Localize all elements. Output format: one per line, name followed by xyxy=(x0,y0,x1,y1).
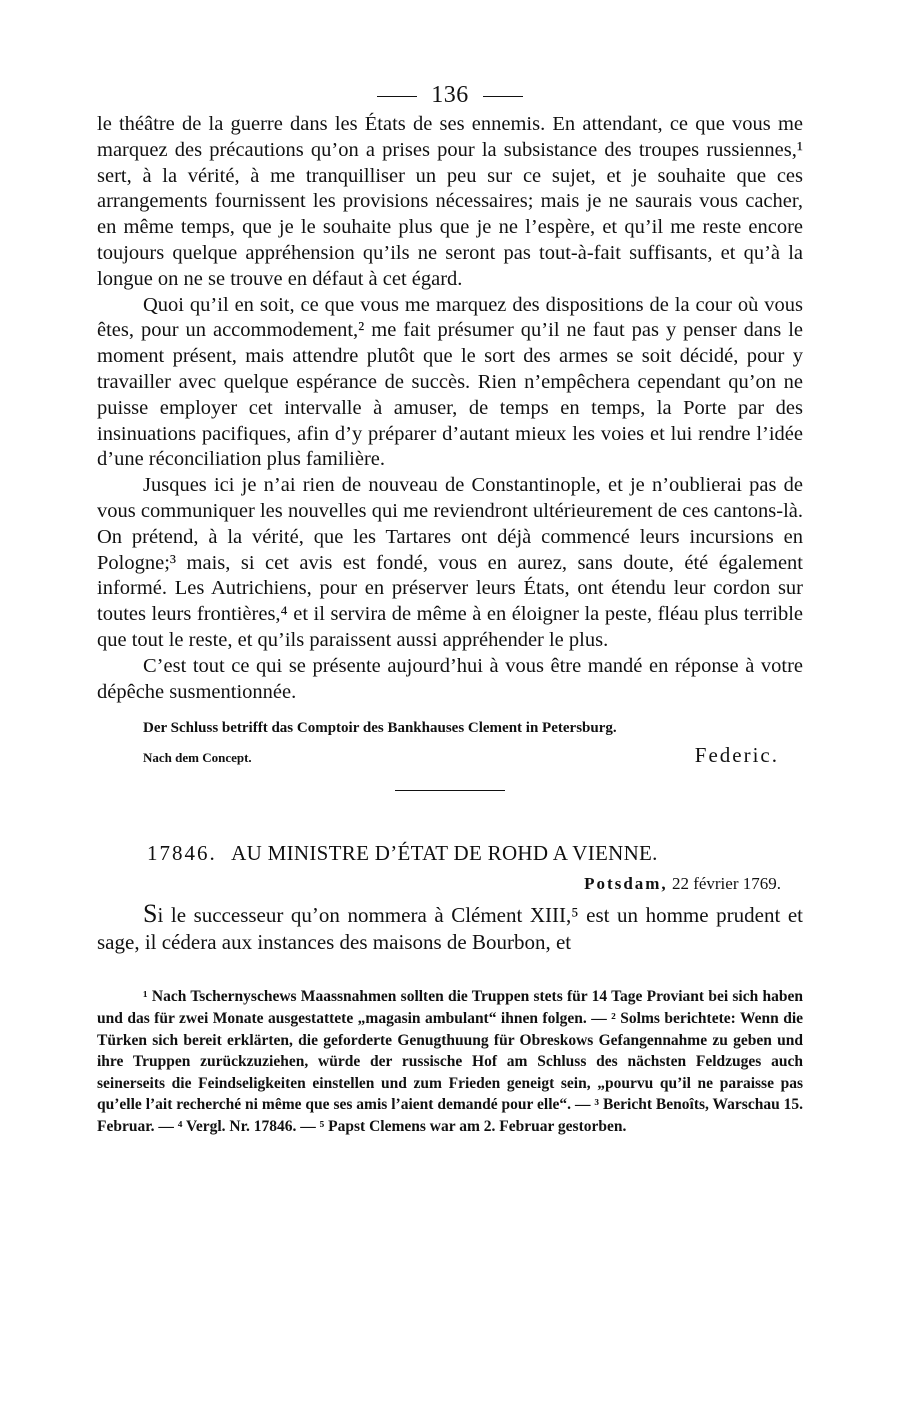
header-rule-right xyxy=(483,96,523,97)
paragraph: C’est tout ce qui se présente aujourd’hui à vous être mandé en réponse à votre dépêche susmentionnée. xyxy=(97,654,803,703)
page-number: 136 xyxy=(431,82,469,108)
document-page xyxy=(97,80,803,1137)
letter-paragraph xyxy=(97,900,803,956)
letter-dateline xyxy=(97,874,803,894)
paragraph: Quoi qu’il en soit, ce que vous me marquez des dispositions de la cour où vous êtes, pour un accommodement,² me fait présumer qu’il ne faut pas y penser dans le moment présent, mais attendre plutôt que le sort des armes se soit décidé, pour y travailler avec quelque espérance de succès. Rien n’empêchera cependant qu’on ne puisse employer cet intervalle à amuser, de temps en temps, la Porte par des insinuations pacifiques, afin d’y préparer d’autant mieux les voies et lui rendre l’idée d’une réconciliation plus familière. xyxy=(97,293,803,471)
letter-heading xyxy=(97,841,803,866)
letter-text: i le successeur qu’on nommera à Clément XIII,⁵ est un homme prudent et sage, il cédera aux instances des maisons de Bourbon, et xyxy=(97,903,803,955)
editorial-note: Der Schluss betrifft das Comptoir des Bankhauses Clement in Petersburg. xyxy=(143,720,617,737)
footnotes xyxy=(97,986,803,1137)
initial-letter: S xyxy=(143,899,158,929)
letter-continuation xyxy=(97,112,803,705)
source-label: Nach dem Concept. xyxy=(143,750,252,766)
page-header xyxy=(97,80,803,110)
letter-body xyxy=(97,900,803,956)
letter-date: 22 février 1769. xyxy=(671,874,781,894)
letter-number: 17846. xyxy=(147,841,217,866)
paragraph: le théâtre de la guerre dans les États de ses ennemis. En attendant, ce que vous me marquez des précautions qu’on a prises pour la subsistance des troupes russiennes,¹ sert, à la vérité, à me tranquilliser un peu sur ce sujet, et je souhaite que ces arrangements fournissent les provisions nécessaires; mais je ne saurais vous cacher, en même temps, que je le souhaite plus que je ne l’espère, et qu’il me reste encore toujours quelque appréhension qu’ils ne seront pas tout-à-fait suffisants, et qu’à la longue on ne se trouve en défaut à cet égard. xyxy=(97,113,803,290)
header-rule-left xyxy=(377,96,417,97)
source-row xyxy=(97,743,803,768)
paragraph: Jusques ici je n’ai rien de nouveau de Constantinople, et je n’oublierai pas de vous communiquer les nouvelles qui me reviendront ultérieurement de ces cantons-là. On prétend, à la vérité, que les Tartares ont déjà commencé leurs incursions en Pologne;³ mais, si cet avis est fondé, vous en aurez, sans doute, été également informé. Les Autrichiens, pour en préserver leurs États, ont étendu leur cordon sur toutes leurs frontières,⁴ et il servira de même à en éloigner la peste, fléau plus terrible que tout le reste, et qu’ils paraissent aussi appréhender le plus. xyxy=(97,474,803,651)
footnote-text: ¹ Nach Tschernyschews Maassnahmen sollten die Truppen stets für 14 Tage Proviant bei sich haben und das für zwei Monate ausgestattete „magasin ambulant“ ihnen folgen. — ² Solms berichtete: Wenn die Türken sich bereit erklärten, die geforderte Genugthuung für Obreskows Gefangennahme zu geben und ihre Truppen zurückzuziehen, würde der russische Hof am Schluss des nächsten Feldzuges auch seinerseits die Feindseligkeiten einstellen und zum Frieden geneigt sein, „pourvu qu’il ne paraisse pas qu’elle l’ait recherché ni même que ses amis l’aient demandé pour elle“. — ³ Bericht Benoîts, Warschau 15. Februar. — ⁴ Vergl. Nr. 17846. — ⁵ Papst Clemens war am 2. Februar gestorben. xyxy=(97,988,803,1135)
letter-title: AU MINISTRE D’ÉTAT DE ROHD A VIENNE. xyxy=(231,841,658,866)
section-divider xyxy=(395,790,505,791)
letter-place: Potsdam, xyxy=(584,874,668,894)
signature: Federic. xyxy=(694,743,779,768)
